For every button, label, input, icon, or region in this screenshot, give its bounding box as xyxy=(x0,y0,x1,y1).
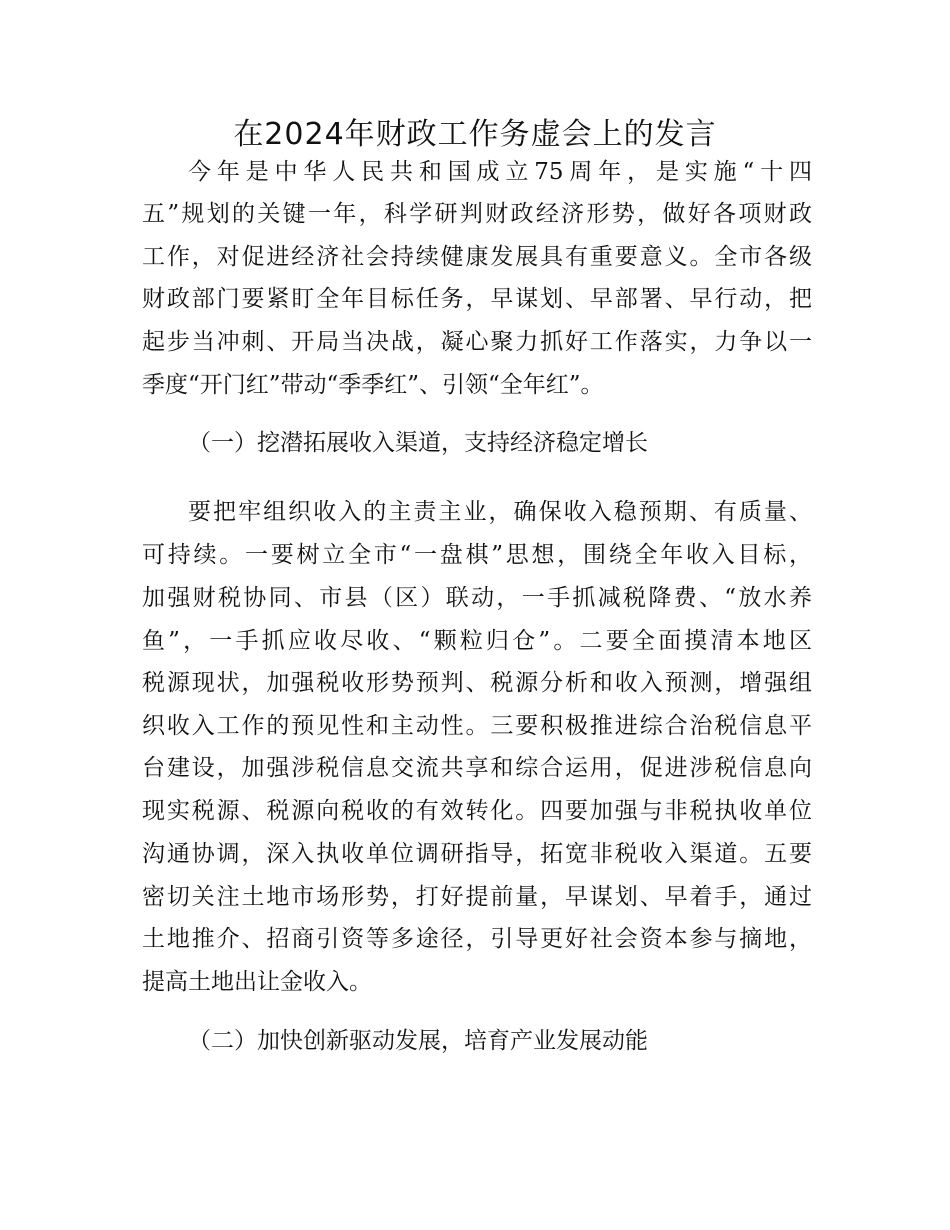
paragraph-1-line-3: 工作，对促进经济社会持续健康发展具有重要意义。全市各级 xyxy=(142,244,812,270)
paragraph-2-line-9: 沟通协调，深入执收单位调研指导，拓宽非税收入渠道。五要 xyxy=(142,841,812,867)
paragraph-2-line-11: 土地推介、招商引资等多途径，引导更好社会资本参与摘地， xyxy=(142,926,812,952)
paragraph-2-line-12: 提高土地出让金收入。 xyxy=(142,969,372,995)
paragraph-2-line-8: 现实税源、税源向税收的有效转化。四要加强与非税执收单位 xyxy=(142,798,812,824)
paragraph-2-line-6: 织收入工作的预见性和主动性。三要积极推进综合治税信息平 xyxy=(142,713,812,739)
paragraph-1-line-5: 起步当冲刺、开局当决战，凝心聚力抓好工作落实，力争以一 xyxy=(142,329,812,355)
section-heading-1: （一）挖潜拓展收入渠道，支持经济稳定增长 xyxy=(188,430,648,456)
document-title: 在2024年财政工作务虚会上的发言 xyxy=(233,117,717,152)
paragraph-1-line-4: 财政部门要紧盯全年目标任务，早谋划、早部署、早行动，把 xyxy=(142,286,812,312)
paragraph-2-line-4: 鱼”，一手抓应收尽收、“颗粒归仓”。二要全面摸清本地区 xyxy=(142,628,812,654)
paragraph-1-line-2: 五”规划的关键一年，科学研判财政经济形势，做好各项财政 xyxy=(142,201,812,227)
paragraph-2-line-1: 要把牢组织收入的主责主业，确保收入稳预期、有质量、 xyxy=(188,499,812,525)
paragraph-2-line-10: 密切关注土地市场形势，打好提前量，早谋划、早着手，通过 xyxy=(142,884,812,910)
section-heading-2: （二）加快创新驱动发展，培育产业发展动能 xyxy=(188,1028,648,1054)
paragraph-1-line-1: 今年是中华人民共和国成立75周年，是实施“十四 xyxy=(188,159,812,185)
paragraph-2-line-5: 税源现状，加强税收形势预判、税源分析和收入预测，增强组 xyxy=(142,670,812,696)
paragraph-2-line-2: 可持续。一要树立全市“一盘棋”思想，围绕全年收入目标， xyxy=(142,542,812,568)
paragraph-2-line-7: 台建设，加强涉税信息交流共享和综合运用，促进涉税信息向 xyxy=(142,755,812,781)
paragraph-1-line-6: 季度“开门红”带动“季季红”、引领“全年红”。 xyxy=(142,372,604,398)
paragraph-2-line-3: 加强财税协同、市县（区）联动，一手抓减税降费、“放水养 xyxy=(142,585,812,611)
